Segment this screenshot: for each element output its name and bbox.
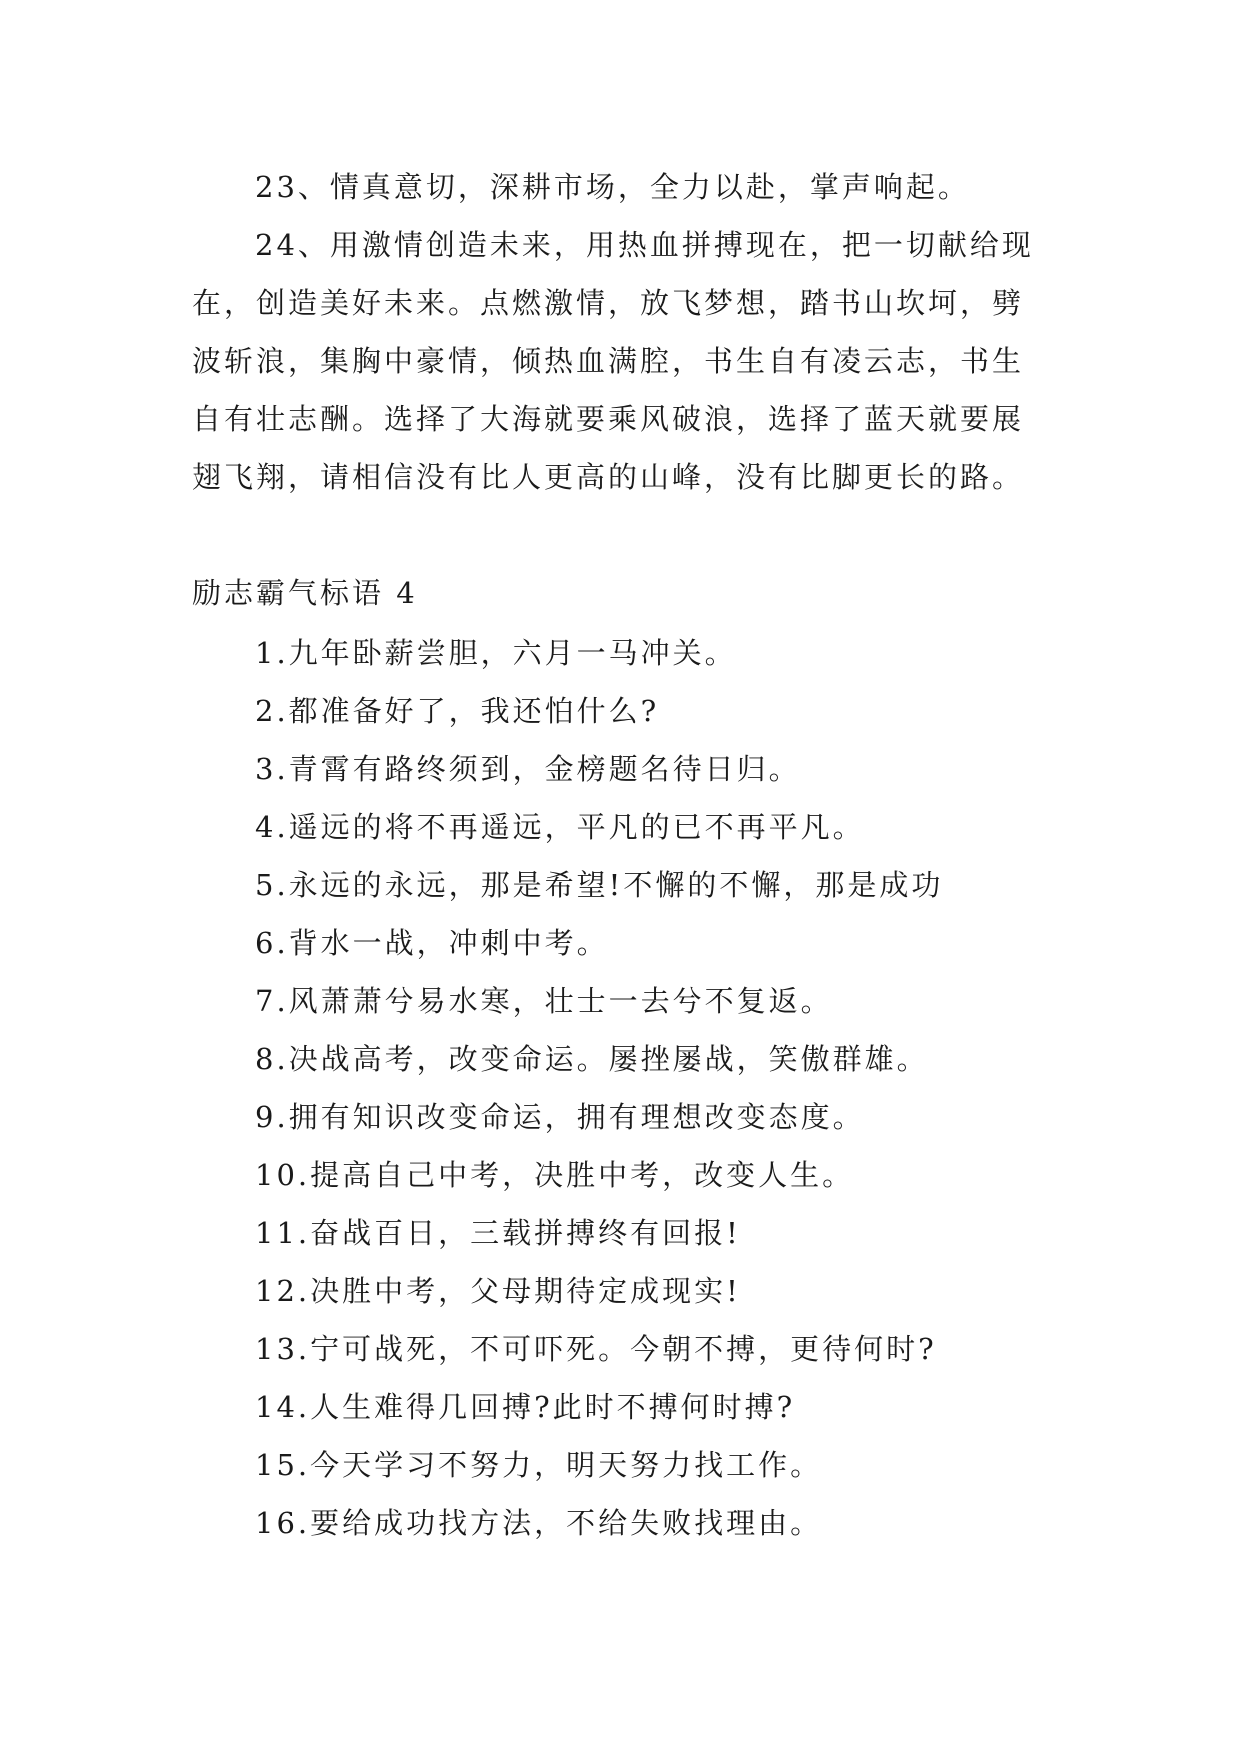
list-item: 16.要给成功找方法，不给失败找理由。 — [255, 1506, 823, 1540]
list-item: 1.九年卧薪尝胆，六月一马冲关。 — [255, 636, 737, 670]
paragraph-23: 23、情真意切，深耕市场，全力以赴，掌声响起。 — [255, 170, 970, 204]
list-item: 8.决战高考，改变命运。屡挫屡战，笑傲群雄。 — [255, 1042, 929, 1076]
list-item: 7.风萧萧兮易水寒，壮士一去兮不复返。 — [255, 984, 833, 1018]
list-item: 5.永远的永远，那是希望!不懈的不懈，那是成功 — [255, 868, 944, 902]
list-item: 2.都准备好了，我还怕什么? — [255, 694, 660, 728]
paragraph-24: 24、用激情创造未来，用热血拼搏现在，把一切献给现在，创造美好未来。点燃激情，放飞梦想，踏书山坎坷，劈波斩浪，集胸中豪情，倾热血满腔，书生自有凌云志，书生自有壮志酬。选择了大海就要乘风破浪，选择了蓝天就要展翅飞翔，请相信没有比人更高的山峰，没有比脚更长的路。 — [192, 228, 1034, 494]
list-item: 10.提高自己中考，决胜中考，改变人生。 — [255, 1158, 855, 1192]
list-item: 9.拥有知识改变命运，拥有理想改变态度。 — [255, 1100, 865, 1134]
list-item: 14.人生难得几回搏?此时不搏何时搏? — [255, 1390, 796, 1424]
list-item: 3.青霄有路终须到，金榜题名待日归。 — [255, 752, 801, 786]
list-item: 6.背水一战，冲刺中考。 — [255, 926, 609, 960]
list-item: 11.奋战百日，三载拼搏终有回报! — [255, 1216, 741, 1250]
list-item: 15.今天学习不努力，明天努力找工作。 — [255, 1448, 823, 1482]
list-item: 4.遥远的将不再遥远，平凡的已不再平凡。 — [255, 810, 865, 844]
slogan-list — [255, 624, 943, 1552]
section-title: 励志霸气标语 4 — [192, 576, 418, 610]
list-item: 12.决胜中考，父母期待定成现实! — [255, 1274, 741, 1308]
list-item: 13.宁可战死，不可吓死。今朝不搏，更待何时? — [255, 1332, 937, 1366]
